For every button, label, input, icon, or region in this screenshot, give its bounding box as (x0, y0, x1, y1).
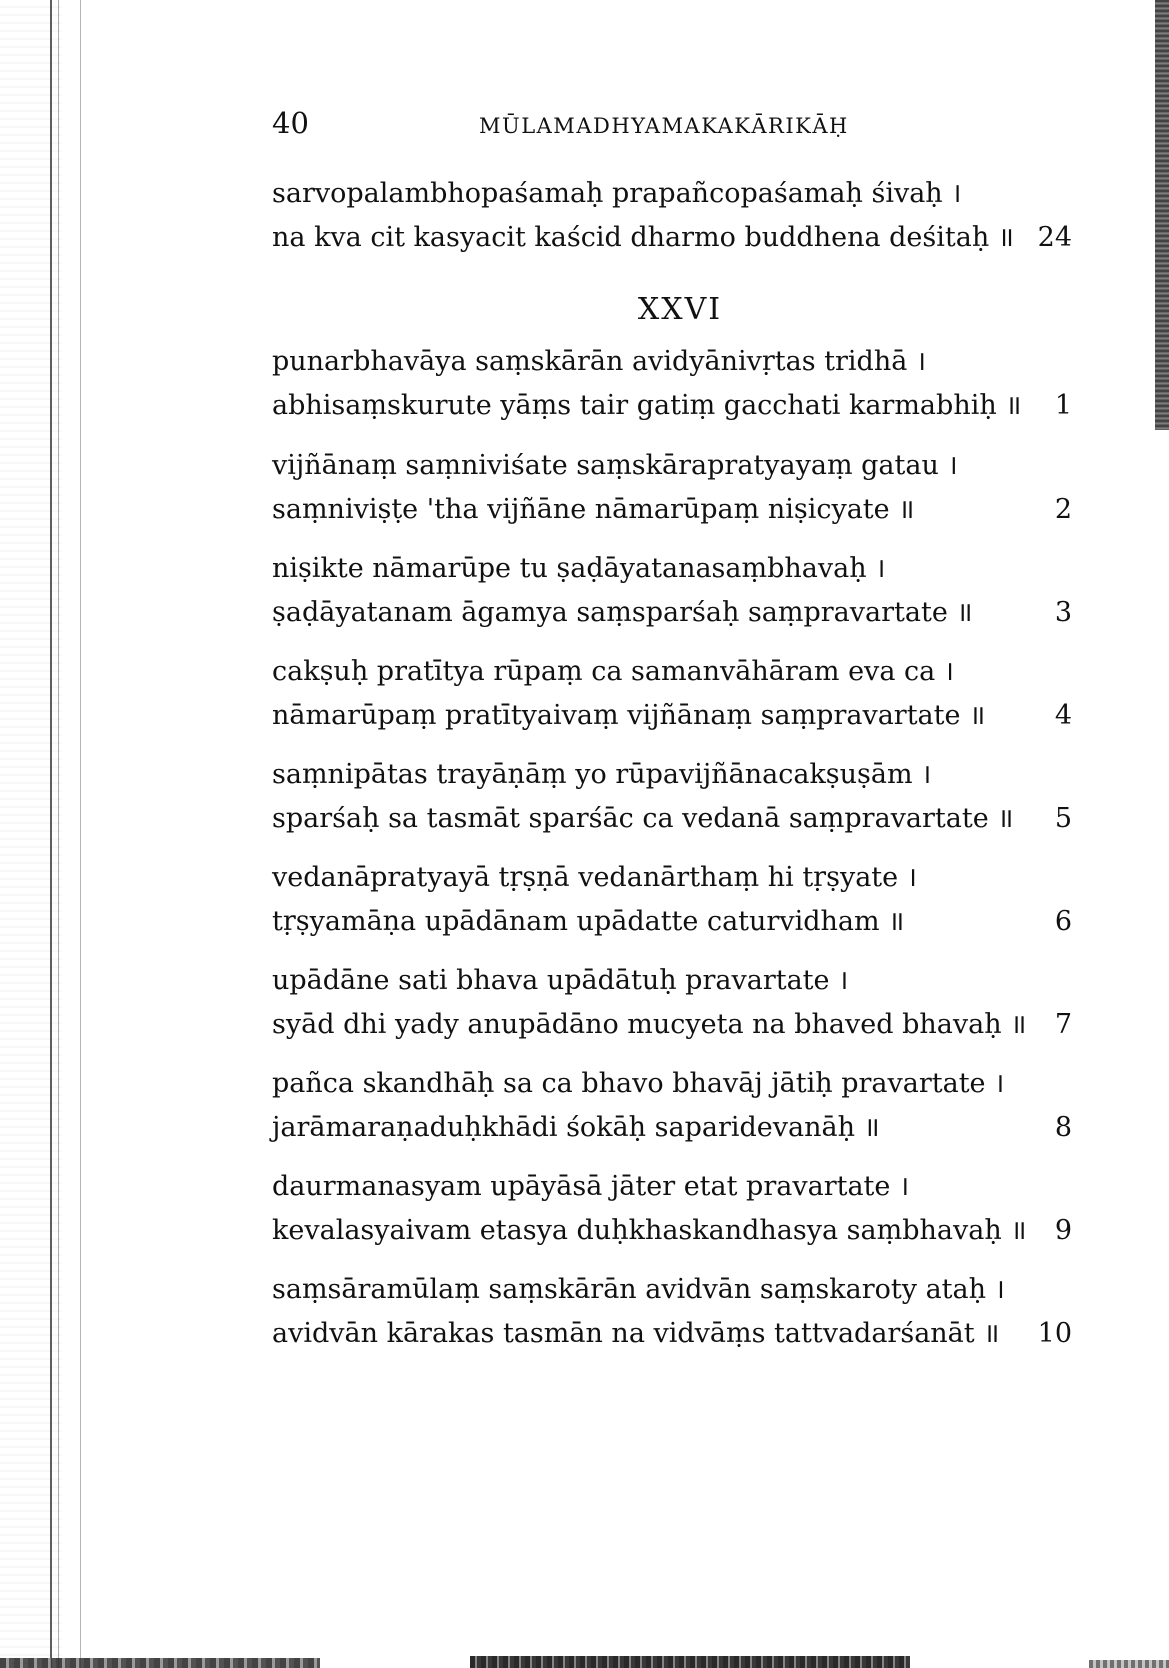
running-head (272, 106, 1092, 152)
verse-text: saṃnipātas trayāṇāṃ yo rūpavijñānacakṣuṣām । (272, 759, 932, 790)
verse-text: vijñānaṃ saṃniviśate saṃskārapratyayaṃ gatau । (272, 450, 958, 481)
verse-text: saṃsāramūlaṃ saṃskārān avidvān saṃskaroty ataḥ । (272, 1274, 1005, 1305)
verse-2 (272, 444, 1072, 532)
verse-line (272, 959, 1072, 1003)
verse-number: 10 (1037, 1318, 1072, 1349)
verse-line (272, 753, 1072, 797)
verse-8 (272, 1062, 1072, 1150)
verse-line (272, 547, 1072, 591)
verse-text: sarvopalambhopaśamaḥ prapañcopaśamaḥ śivaḥ । (272, 178, 962, 209)
verse-line (272, 1209, 1072, 1253)
verse-number: 4 (1054, 700, 1072, 731)
verse-line (272, 384, 1072, 428)
scan-bottom-edge (0, 1658, 320, 1668)
verse-number: 6 (1054, 906, 1072, 937)
verse-text: nāmarūpaṃ pratītyaivaṃ vijñānaṃ saṃpravartate ॥ (272, 700, 986, 731)
verse-text: vedanāpratyayā tṛṣṇā vedanārthaṃ hi tṛṣyate । (272, 862, 917, 893)
page-number: 40 (272, 106, 309, 140)
scan-bottom-edge (1089, 1660, 1169, 1668)
verse-3 (272, 547, 1072, 635)
verse-line (272, 1165, 1072, 1209)
verse-text: niṣikte nāmarūpe tu ṣaḍāyatanasaṃbhavaḥ । (272, 553, 886, 584)
verse-1 (272, 340, 1072, 428)
verse-line (272, 1003, 1072, 1047)
verse-text: abhisaṃskurute yāṃs tair gatiṃ gacchati karmabhiḥ ॥ (272, 390, 1022, 421)
scan-binding-edge (0, 0, 62, 1668)
verse-number: 24 (1037, 222, 1072, 253)
verse-line (272, 340, 1072, 384)
verse-text: daurmanasyam upāyāsā jāter etat pravartate । (272, 1171, 910, 1202)
verse-10 (272, 1268, 1072, 1356)
binding-line (58, 0, 59, 1668)
verse-text: syād dhi yady anupādāno mucyeta na bhaved bhavaḥ ॥ (272, 1009, 1027, 1040)
verse-line (272, 1062, 1072, 1106)
verse-number: 1 (1054, 390, 1072, 421)
verse-text: sparśaḥ sa tasmāt sparśāc ca vedanā saṃpravartate ॥ (272, 803, 1014, 834)
verse-9 (272, 1165, 1072, 1253)
verse-line (272, 488, 1072, 532)
verse-number: 9 (1054, 1215, 1072, 1246)
verse-5 (272, 753, 1072, 841)
verse-text: avidvān kārakas tasmān na vidvāṃs tattvadarśanāt ॥ (272, 1318, 1000, 1349)
verse-number: 2 (1054, 494, 1072, 525)
verse-text: punarbhavāya saṃskārān avidyānivṛtas tridhā । (272, 346, 927, 377)
running-title: MŪLAMADHYAMAKAKĀRIKĀḤ (479, 114, 849, 138)
binding-line (80, 0, 81, 1668)
verse-line (272, 216, 1072, 260)
verse-line (272, 650, 1072, 694)
verse-text: na kva cit kasyacit kaścid dharmo buddhena deśitaḥ ॥ (272, 222, 1014, 253)
binding-line (50, 0, 52, 1668)
verse-line (272, 591, 1072, 635)
verse-text: kevalasyaivam etasya duḥkhaskandhasya saṃbhavaḥ ॥ (272, 1215, 1027, 1246)
scan-bottom-edge (470, 1656, 910, 1668)
verse-text: cakṣuḥ pratītya rūpaṃ ca samanvāhāram eva ca । (272, 656, 955, 687)
verse-24 (272, 172, 1072, 260)
verse-6 (272, 856, 1072, 944)
verse-number: 8 (1054, 1112, 1072, 1143)
verse-text: saṃniviṣṭe 'tha vijñāne nāmarūpaṃ niṣicyate ॥ (272, 494, 915, 525)
verse-line (272, 1312, 1072, 1356)
verse-line (272, 856, 1072, 900)
verse-line (272, 1106, 1072, 1150)
verse-line (272, 694, 1072, 738)
verse-line (272, 172, 1072, 216)
verse-line (272, 900, 1072, 944)
scan-right-edge (1155, 0, 1169, 430)
verse-text: ṣaḍāyatanam āgamya saṃsparśaḥ saṃpravartate ॥ (272, 597, 973, 628)
verse-number: 5 (1054, 803, 1072, 834)
verse-text: upādāne sati bhava upādātuḥ pravartate । (272, 965, 849, 996)
verse-text: pañca skandhāḥ sa ca bhavo bhavāj jātiḥ pravartate । (272, 1068, 1005, 1099)
verse-4 (272, 650, 1072, 738)
verse-line (272, 1268, 1072, 1312)
verse-number: 7 (1054, 1009, 1072, 1040)
verse-text: tṛṣyamāṇa upādānam upādatte caturvidham ॥ (272, 906, 905, 937)
verse-number: 3 (1054, 597, 1072, 628)
verse-text: jarāmaraṇaduḥkhādi śokāḥ saparidevanāḥ ॥ (272, 1112, 880, 1143)
verse-7 (272, 959, 1072, 1047)
chapter-heading: XXVI (637, 292, 723, 327)
verse-line (272, 444, 1072, 488)
verse-line (272, 797, 1072, 841)
